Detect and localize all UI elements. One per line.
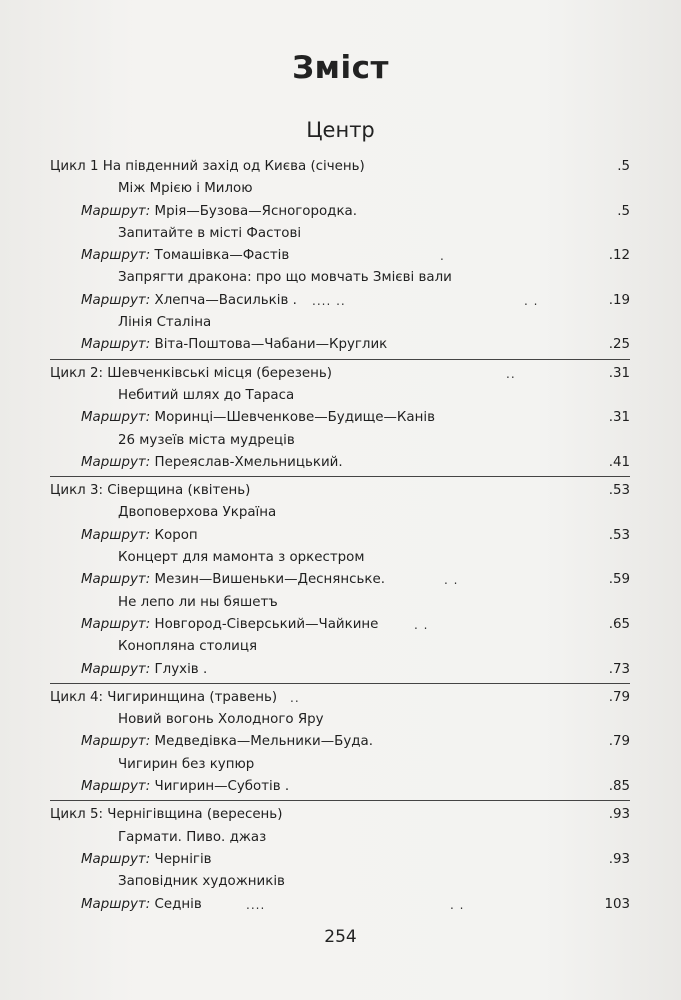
toc-route[interactable] [50, 776, 630, 798]
route-label: Маршрут: [81, 572, 151, 588]
route-name: Новгород-Сіверський—Чайкине [154, 616, 379, 632]
toc-page-number: .5 [617, 203, 630, 219]
toc-cycle-title: Цикл 5: Чернігівщина (вересень) [50, 807, 283, 823]
toc-page-number: .85 [608, 779, 630, 795]
toc-chapter[interactable] [50, 827, 630, 849]
toc-chapter-title: Гармати. Пиво. джаз [118, 829, 267, 845]
toc-route-text [81, 894, 202, 916]
toc-chapter[interactable] [50, 592, 630, 614]
toc-chapter[interactable] [50, 754, 630, 776]
toc-chapter-title: Концерт для мамонта з оркестром [118, 550, 365, 566]
route-label: Маршрут: [81, 779, 151, 795]
toc-route[interactable] [50, 659, 630, 681]
route-name: Переяслав-Хмельницький. [154, 454, 343, 470]
route-label: Маршрут: [81, 292, 151, 308]
toc-cycle-title: Цикл 2: Шевченківські місця (березень) [50, 365, 332, 381]
route-label: Маршрут: [81, 203, 151, 219]
toc-page-number: .31 [608, 410, 630, 426]
route-name: Віта-Поштова—Чабани—Круглик [154, 337, 388, 353]
route-label: Маршрут: [81, 616, 151, 632]
toc-chapter[interactable] [50, 178, 630, 200]
route-name: Хлепча—Васильків . [154, 292, 297, 308]
toc-cycle-heading[interactable] [50, 687, 630, 709]
toc-route[interactable] [50, 407, 630, 429]
toc-chapter[interactable] [50, 385, 630, 407]
toc-route[interactable] [50, 452, 630, 474]
toc-route-text [81, 776, 289, 798]
toc-cycle-title: Цикл 1 На південний захід од Києва (січень) [50, 159, 365, 174]
leader-dots: .. [506, 366, 516, 381]
route-name: Чигирин—Суботів . [154, 779, 290, 795]
toc-route-text [81, 614, 378, 636]
toc-route-text [81, 290, 297, 312]
toc-route[interactable] [50, 334, 630, 356]
route-label: Маршрут: [81, 896, 151, 912]
toc-route[interactable] [50, 849, 630, 871]
toc-page-number: .73 [608, 661, 630, 677]
toc-chapter[interactable] [50, 871, 630, 893]
toc-cycle-title: Цикл 4: Чигиринщина (травень) [50, 689, 278, 705]
toc-route-text [81, 849, 212, 871]
page-number: 254 [324, 927, 357, 947]
toc-route-text [81, 245, 289, 267]
toc-chapter[interactable] [50, 636, 630, 658]
toc-page-number: .5 [617, 159, 630, 174]
toc-page-number: .59 [608, 572, 630, 588]
toc-page-number: .31 [608, 365, 630, 381]
toc-route-text [81, 201, 357, 223]
toc-route-text [81, 525, 198, 547]
route-name: Томашівка—Фастів [154, 248, 290, 264]
toc-cycle-heading[interactable] [50, 804, 630, 826]
toc-route[interactable] [50, 245, 630, 267]
toc-chapter[interactable] [50, 312, 630, 334]
toc-route[interactable] [50, 569, 630, 591]
toc-route[interactable] [50, 290, 630, 312]
page-title: Зміст [292, 50, 389, 86]
toc-page-number: 103 [604, 896, 630, 912]
leader-dots: . [440, 249, 445, 264]
toc-chapter[interactable] [50, 502, 630, 524]
toc-chapter-title: Двоповерхова Україна [118, 505, 277, 521]
toc-route[interactable] [50, 614, 630, 636]
toc-chapter-title: Запрягти дракона: про що мовчать Змієві вали [118, 270, 452, 286]
route-name: Короп [154, 527, 198, 543]
toc-chapter[interactable] [50, 430, 630, 452]
toc-route[interactable] [50, 894, 630, 916]
route-label: Маршрут: [81, 454, 151, 470]
section-heading: Центр [306, 118, 375, 142]
toc-route[interactable] [50, 525, 630, 547]
leader-dots: . . [444, 573, 459, 588]
toc-chapter-title: Не лепо ли ны бяшетъ [118, 594, 278, 610]
route-name: Чернігів [154, 851, 212, 867]
toc-page-number: .53 [608, 483, 630, 499]
toc-cycle-title: Цикл 3: Сіверщина (квітень) [50, 483, 251, 499]
leader-dots: . . [414, 617, 429, 632]
toc-page-number: .25 [608, 337, 630, 353]
leader-dots: .... [246, 897, 266, 912]
table-of-contents [50, 156, 630, 916]
toc-page-number: .93 [608, 851, 630, 867]
toc-route-text [81, 452, 343, 474]
toc-cycle-heading[interactable] [50, 363, 630, 385]
section-divider [50, 359, 630, 360]
toc-page-number: .79 [608, 689, 630, 705]
route-label: Маршрут: [81, 527, 151, 543]
route-label: Маршрут: [81, 661, 151, 677]
route-label: Маршрут: [81, 248, 151, 264]
toc-route[interactable] [50, 731, 630, 753]
section-divider [50, 800, 630, 801]
toc-route-text [81, 407, 435, 429]
leader-dots: . . [524, 293, 539, 308]
route-label: Маршрут: [81, 410, 151, 426]
section-divider [50, 683, 630, 684]
toc-route[interactable] [50, 201, 630, 223]
toc-chapter[interactable] [50, 547, 630, 569]
route-name: Седнів [154, 896, 202, 912]
toc-page-number: .12 [608, 248, 630, 264]
route-name: Моринці—Шевченкове—Будище—Канів [154, 410, 435, 426]
toc-page-number: .41 [608, 454, 630, 470]
route-name: Глухів . [154, 661, 208, 677]
toc-chapter-title: Конопляна столиця [118, 639, 258, 655]
toc-page-number: .65 [608, 616, 630, 632]
toc-chapter-title: 26 музеїв міста мудреців [118, 432, 295, 448]
section-divider [50, 476, 630, 477]
toc-chapter-title: Небитий шлях до Тараса [118, 387, 295, 403]
toc-route-text [81, 334, 387, 356]
toc-chapter[interactable] [50, 267, 630, 289]
toc-chapter[interactable] [50, 223, 630, 245]
toc-chapter-title: Новий вогонь Холодного Яру [118, 712, 324, 728]
toc-chapter[interactable] [50, 709, 630, 731]
toc-chapter-title: Чигирин без купюр [118, 756, 255, 772]
route-name: Мезин—Вишеньки—Деснянське. [154, 572, 385, 588]
toc-page-number: .79 [608, 734, 630, 750]
route-label: Маршрут: [81, 734, 151, 750]
toc-page-number: .93 [608, 807, 630, 823]
leader-dots: .. [290, 690, 300, 705]
toc-route-text [81, 731, 373, 753]
toc-page-number: .53 [608, 527, 630, 543]
route-label: Маршрут: [81, 337, 151, 353]
route-name: Мрія—Бузова—Ясногородка. [154, 203, 357, 219]
leader-dots: . . [450, 897, 465, 912]
toc-chapter-title: Запитайте в місті Фастові [118, 225, 302, 241]
toc-chapter-title: Лінія Сталіна [118, 315, 212, 331]
route-name: Медведівка—Мельники—Буда. [154, 734, 373, 750]
leader-dots: .... .. [312, 293, 346, 308]
toc-cycle-heading[interactable] [50, 480, 630, 502]
toc-cycle-heading[interactable] [50, 156, 630, 178]
route-label: Маршрут: [81, 851, 151, 867]
toc-chapter-title: Між Мрією і Милою [118, 181, 253, 197]
toc-page-number: .19 [608, 292, 630, 308]
toc-chapter-title: Заповідник художників [118, 874, 285, 890]
toc-route-text [81, 569, 385, 591]
toc-route-text [81, 659, 207, 681]
